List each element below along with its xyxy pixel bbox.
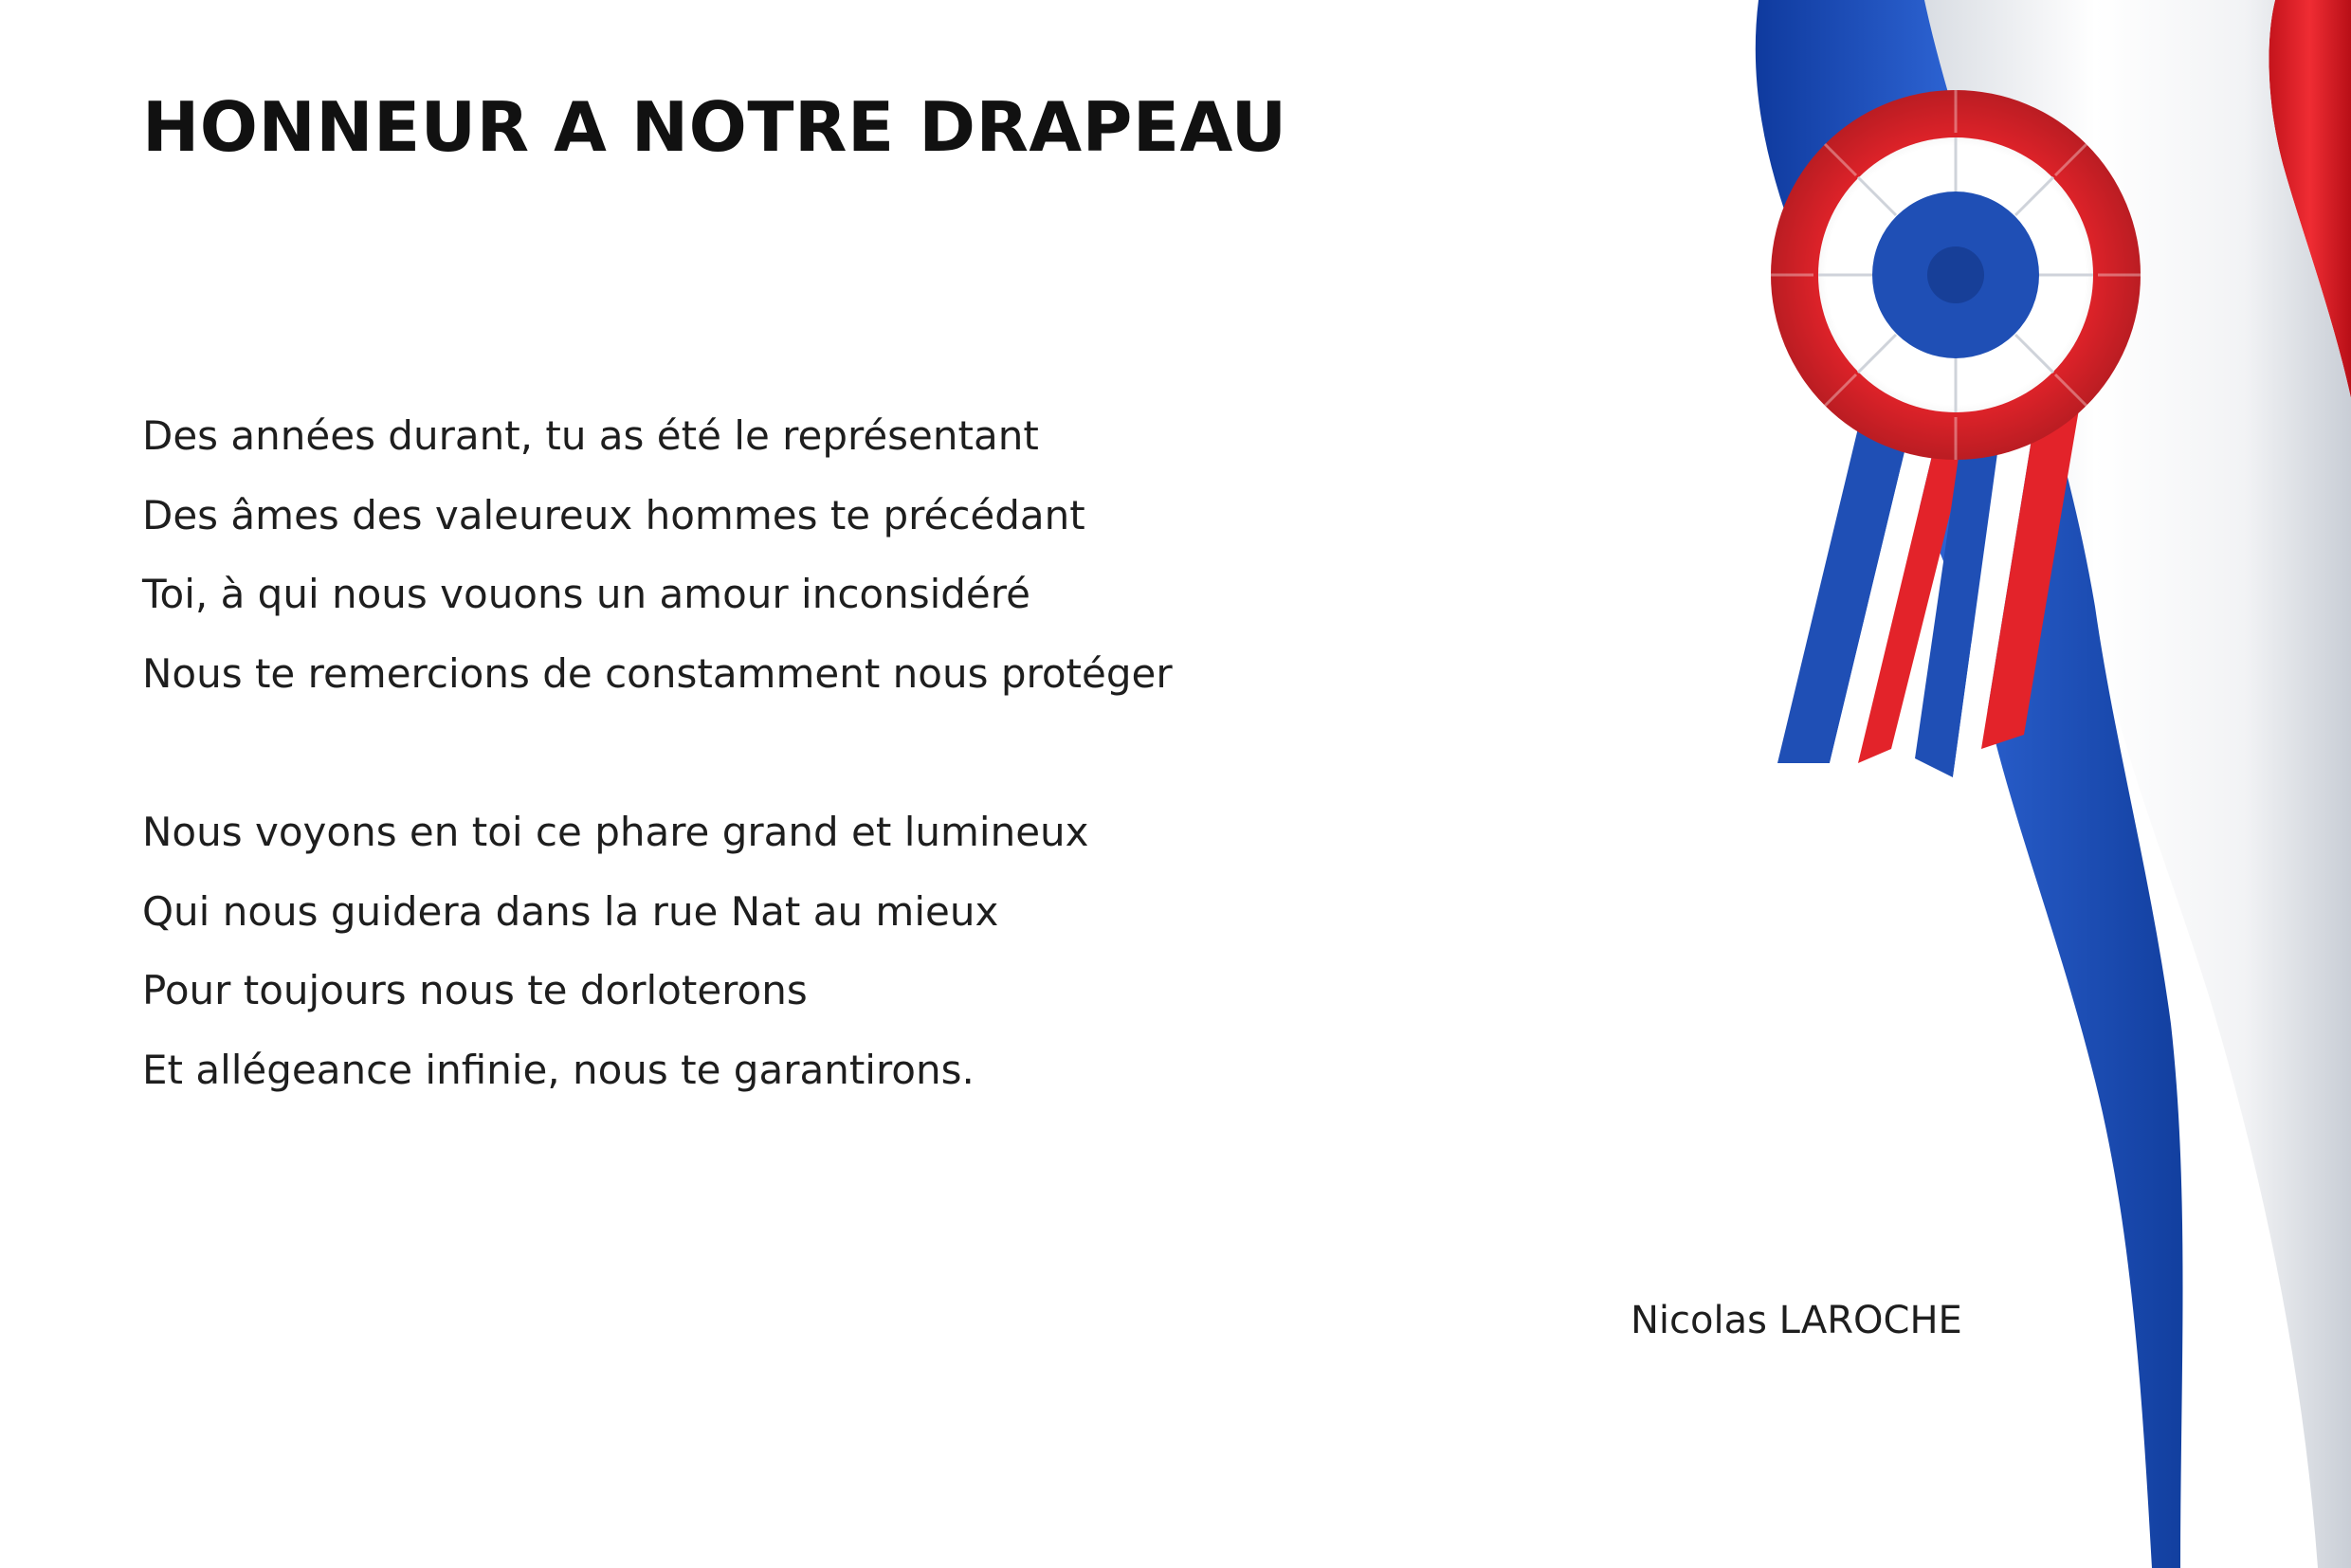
poem-title: HONNEUR A NOTRE DRAPEAU	[142, 87, 1287, 167]
poem-line: Des années durant, tu as été le représentant	[142, 412, 1039, 459]
stanza-2	[142, 793, 1564, 1109]
poem-line: Nous te remercions de constamment nous protéger	[142, 649, 1173, 697]
poem-line: Des âmes des valeureux hommes te précédant	[142, 491, 1085, 538]
cockade-rosette	[1771, 90, 2141, 460]
poem-body	[142, 396, 1564, 1189]
stanza-1	[142, 396, 1564, 713]
tricolor-cockade-ribbon-icon	[1735, 0, 2351, 1568]
poem-line: Qui nous guidera dans la rue Nat au mieux	[142, 887, 999, 935]
poem-line: Et allégeance infinie, nous te garantirons.	[142, 1046, 975, 1093]
author-signature: Nicolas LAROCHE	[1631, 1299, 1962, 1342]
poem-line: Toi, à qui nous vouons un amour inconsidéré	[142, 571, 1030, 617]
poem-line: Pour toujours nous te dorloterons	[142, 967, 808, 1013]
poem-line: Nous voyons en toi ce phare grand et lumineux	[142, 809, 1089, 855]
